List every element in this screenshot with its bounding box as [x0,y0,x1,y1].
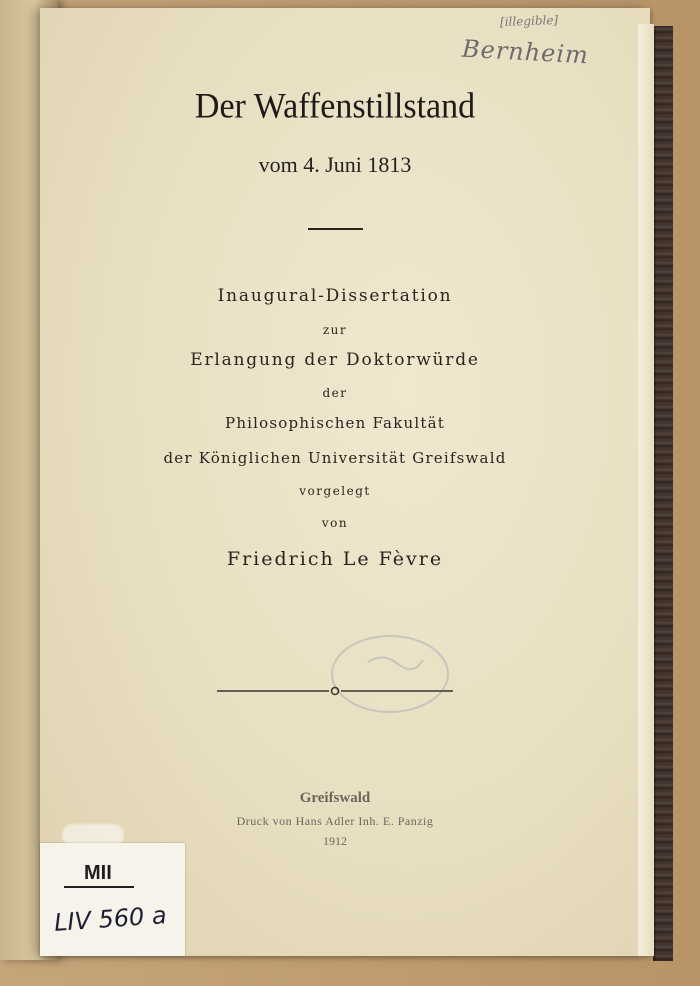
imprint-year: 1912 [323,834,347,848]
handwritten-note: [illegible] [499,12,559,30]
shelfmark: LIV 560 a [53,901,168,937]
faded-library-stamp [328,632,453,717]
title-divider [308,228,363,230]
dissertation-line-8: von [321,516,349,530]
dissertation-line-1: Inaugural-Dissertation [217,286,453,306]
dissertation-line-5: Philosophischen Fakultät [225,414,445,432]
author-name: Friedrich Le Fèvre [226,548,444,570]
dissertation-line-7: vorgelegt [299,484,371,498]
dissertation-line-6: der Königlichen Universität Greifswald [163,449,507,467]
shelf-code: MII [84,862,112,884]
imprint-printer: Druck von Hans Adler Inh. E. Panzig [236,814,434,828]
dissertation-line-4: der [322,386,348,400]
book-title: Der Waffenstillstand [194,87,476,126]
shelf-code-underline [64,886,134,888]
handwritten-signature: Bernheim [461,34,590,70]
imprint-city: Greifswald [299,790,371,806]
library-shelf-label [40,843,185,956]
book-subtitle: vom 4. Juni 1813 [258,152,412,177]
dissertation-line-3: Erlangung der Doktorwürde [190,350,480,370]
ornamental-rule [217,684,453,698]
dissertation-line-2: zur [322,323,348,337]
